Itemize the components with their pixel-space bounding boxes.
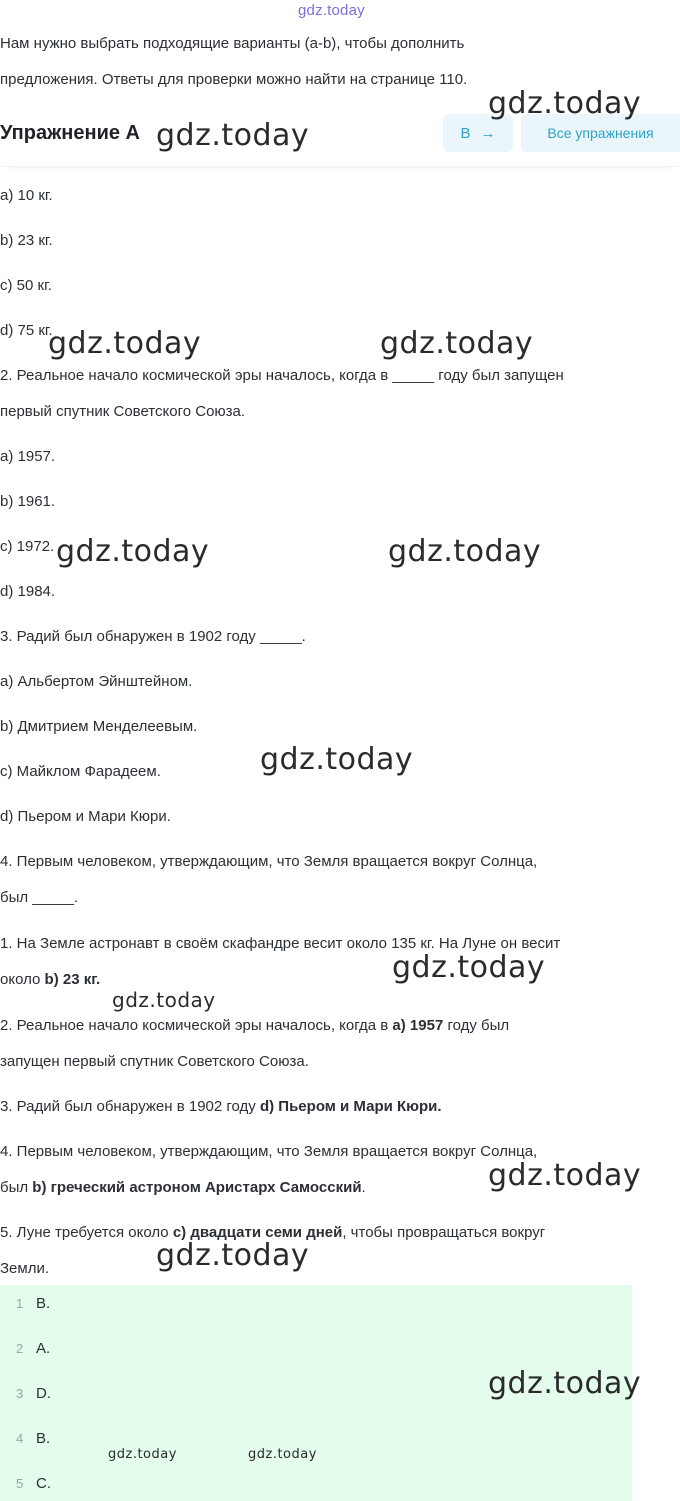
watermark: gdz.today <box>112 988 216 1012</box>
q1-option: b) 23 кг. <box>0 232 53 249</box>
answer-value: C. <box>36 1475 51 1492</box>
solution-3 <box>0 1097 442 1117</box>
solution-text: 3. Радий был обнаружен в 1902 году <box>0 1098 260 1115</box>
watermark: gdz.today <box>488 86 642 121</box>
solution-text: 2. Реальное начало космической эры началось, когда в <box>0 1017 393 1034</box>
watermark: gdz.today <box>488 1366 642 1401</box>
q4-text-line-1: 4. Первым человеком, утверждающим, что Земля вращается вокруг Солнца, <box>0 853 538 870</box>
watermark: gdz.today <box>392 950 546 985</box>
exercise-title: Упражнение A <box>0 122 140 144</box>
solution-4-line-1: 4. Первым человеком, утверждающим, что Земля вращается вокруг Солнца, <box>0 1143 538 1160</box>
answer-value: B. <box>36 1430 51 1447</box>
solution-answer: c) двадцати семи дней <box>172 1224 343 1241</box>
q3-option: c) Майклом Фарадеем. <box>0 763 161 780</box>
watermark: gdz.today <box>56 534 210 569</box>
answer-number: 3 <box>16 1386 24 1401</box>
watermark: gdz.today <box>48 326 202 361</box>
q2-option: d) 1984. <box>0 583 56 600</box>
q4-text-line-2: был _____. <box>0 889 79 906</box>
q2-text-line-2: первый спутник Советского Союза. <box>0 403 246 420</box>
answer-number: 5 <box>16 1476 24 1491</box>
watermark: gdz.today <box>388 534 542 569</box>
intro-line-1: Нам нужно выбрать подходящие варианты (a-b), чтобы дополнить <box>0 35 465 52</box>
watermark: gdz.today <box>108 1447 177 1462</box>
q1-option: a) 10 кг. <box>0 187 53 204</box>
solution-answer: b) 23 кг. <box>44 971 101 988</box>
q3-option: b) Дмитрием Менделеевым. <box>0 718 198 735</box>
q2-text-line-1: 2. Реальное начало космической эры началось, когда в _____ году был запущен <box>0 367 564 384</box>
exercise-header <box>0 100 680 167</box>
watermark: gdz.today <box>260 742 414 777</box>
solution-1-line-1: 1. На Земле астронавт в своём скафандре весит около 135 кг. На Луне он весит <box>0 935 561 952</box>
next-exercise-label: B <box>460 124 471 142</box>
watermark: gdz.today <box>380 326 534 361</box>
arrow-right-icon: → <box>480 124 496 142</box>
q2-option: a) 1957. <box>0 448 56 465</box>
solution-5-line-2: Земли. <box>0 1260 50 1277</box>
q1-option: d) 75 кг. <box>0 322 53 339</box>
answer-number: 1 <box>16 1296 24 1311</box>
solution-5-line-1 <box>0 1223 545 1243</box>
solution-answer: d) Пьером и Мари Кюри. <box>259 1098 442 1115</box>
watermark: gdz.today <box>156 118 310 153</box>
answer-value: D. <box>36 1385 51 1402</box>
q3-option: a) Альбертом Эйнштейном. <box>0 673 193 690</box>
q3-text: 3. Радий был обнаружен в 1902 году _____. <box>0 628 306 645</box>
solution-1-line-2 <box>0 970 100 990</box>
watermark: gdz.today <box>156 1238 310 1273</box>
solution-answer: b) греческий астроном Аристарх Самосский <box>32 1179 362 1196</box>
answer-value: A. <box>36 1340 51 1357</box>
q2-option: b) 1961. <box>0 493 56 510</box>
answer-number: 2 <box>16 1341 24 1356</box>
solution-text: 5. Луне требуется около <box>0 1224 173 1241</box>
answer-key <box>0 1285 632 1501</box>
watermark: gdz.today <box>248 1447 317 1462</box>
q2-option: c) 1972. <box>0 538 55 555</box>
all-exercises-button[interactable]: Все упражнения <box>521 114 680 152</box>
intro-line-2: предложения. Ответы для проверки можно найти на странице 110. <box>0 71 468 88</box>
solution-text: был <box>0 1179 33 1196</box>
solution-text: около <box>0 971 45 988</box>
solution-text: . <box>361 1179 366 1196</box>
solution-2-line-1 <box>0 1016 509 1036</box>
next-exercise-button[interactable] <box>443 114 513 152</box>
answer-value: B. <box>36 1295 51 1312</box>
answer-number: 4 <box>16 1431 24 1446</box>
solution-answer: a) 1957 <box>392 1017 444 1034</box>
solution-text: году был <box>443 1017 510 1034</box>
q1-option: c) 50 кг. <box>0 277 52 294</box>
solution-4-line-2 <box>0 1178 366 1198</box>
top-watermark: gdz.today <box>298 2 365 19</box>
q3-option: d) Пьером и Мари Кюри. <box>0 808 171 825</box>
watermark: gdz.today <box>488 1158 642 1193</box>
solution-2-line-2: запущен первый спутник Советского Союза. <box>0 1053 309 1070</box>
solution-text: , чтобы провращаться вокруг <box>342 1224 546 1241</box>
